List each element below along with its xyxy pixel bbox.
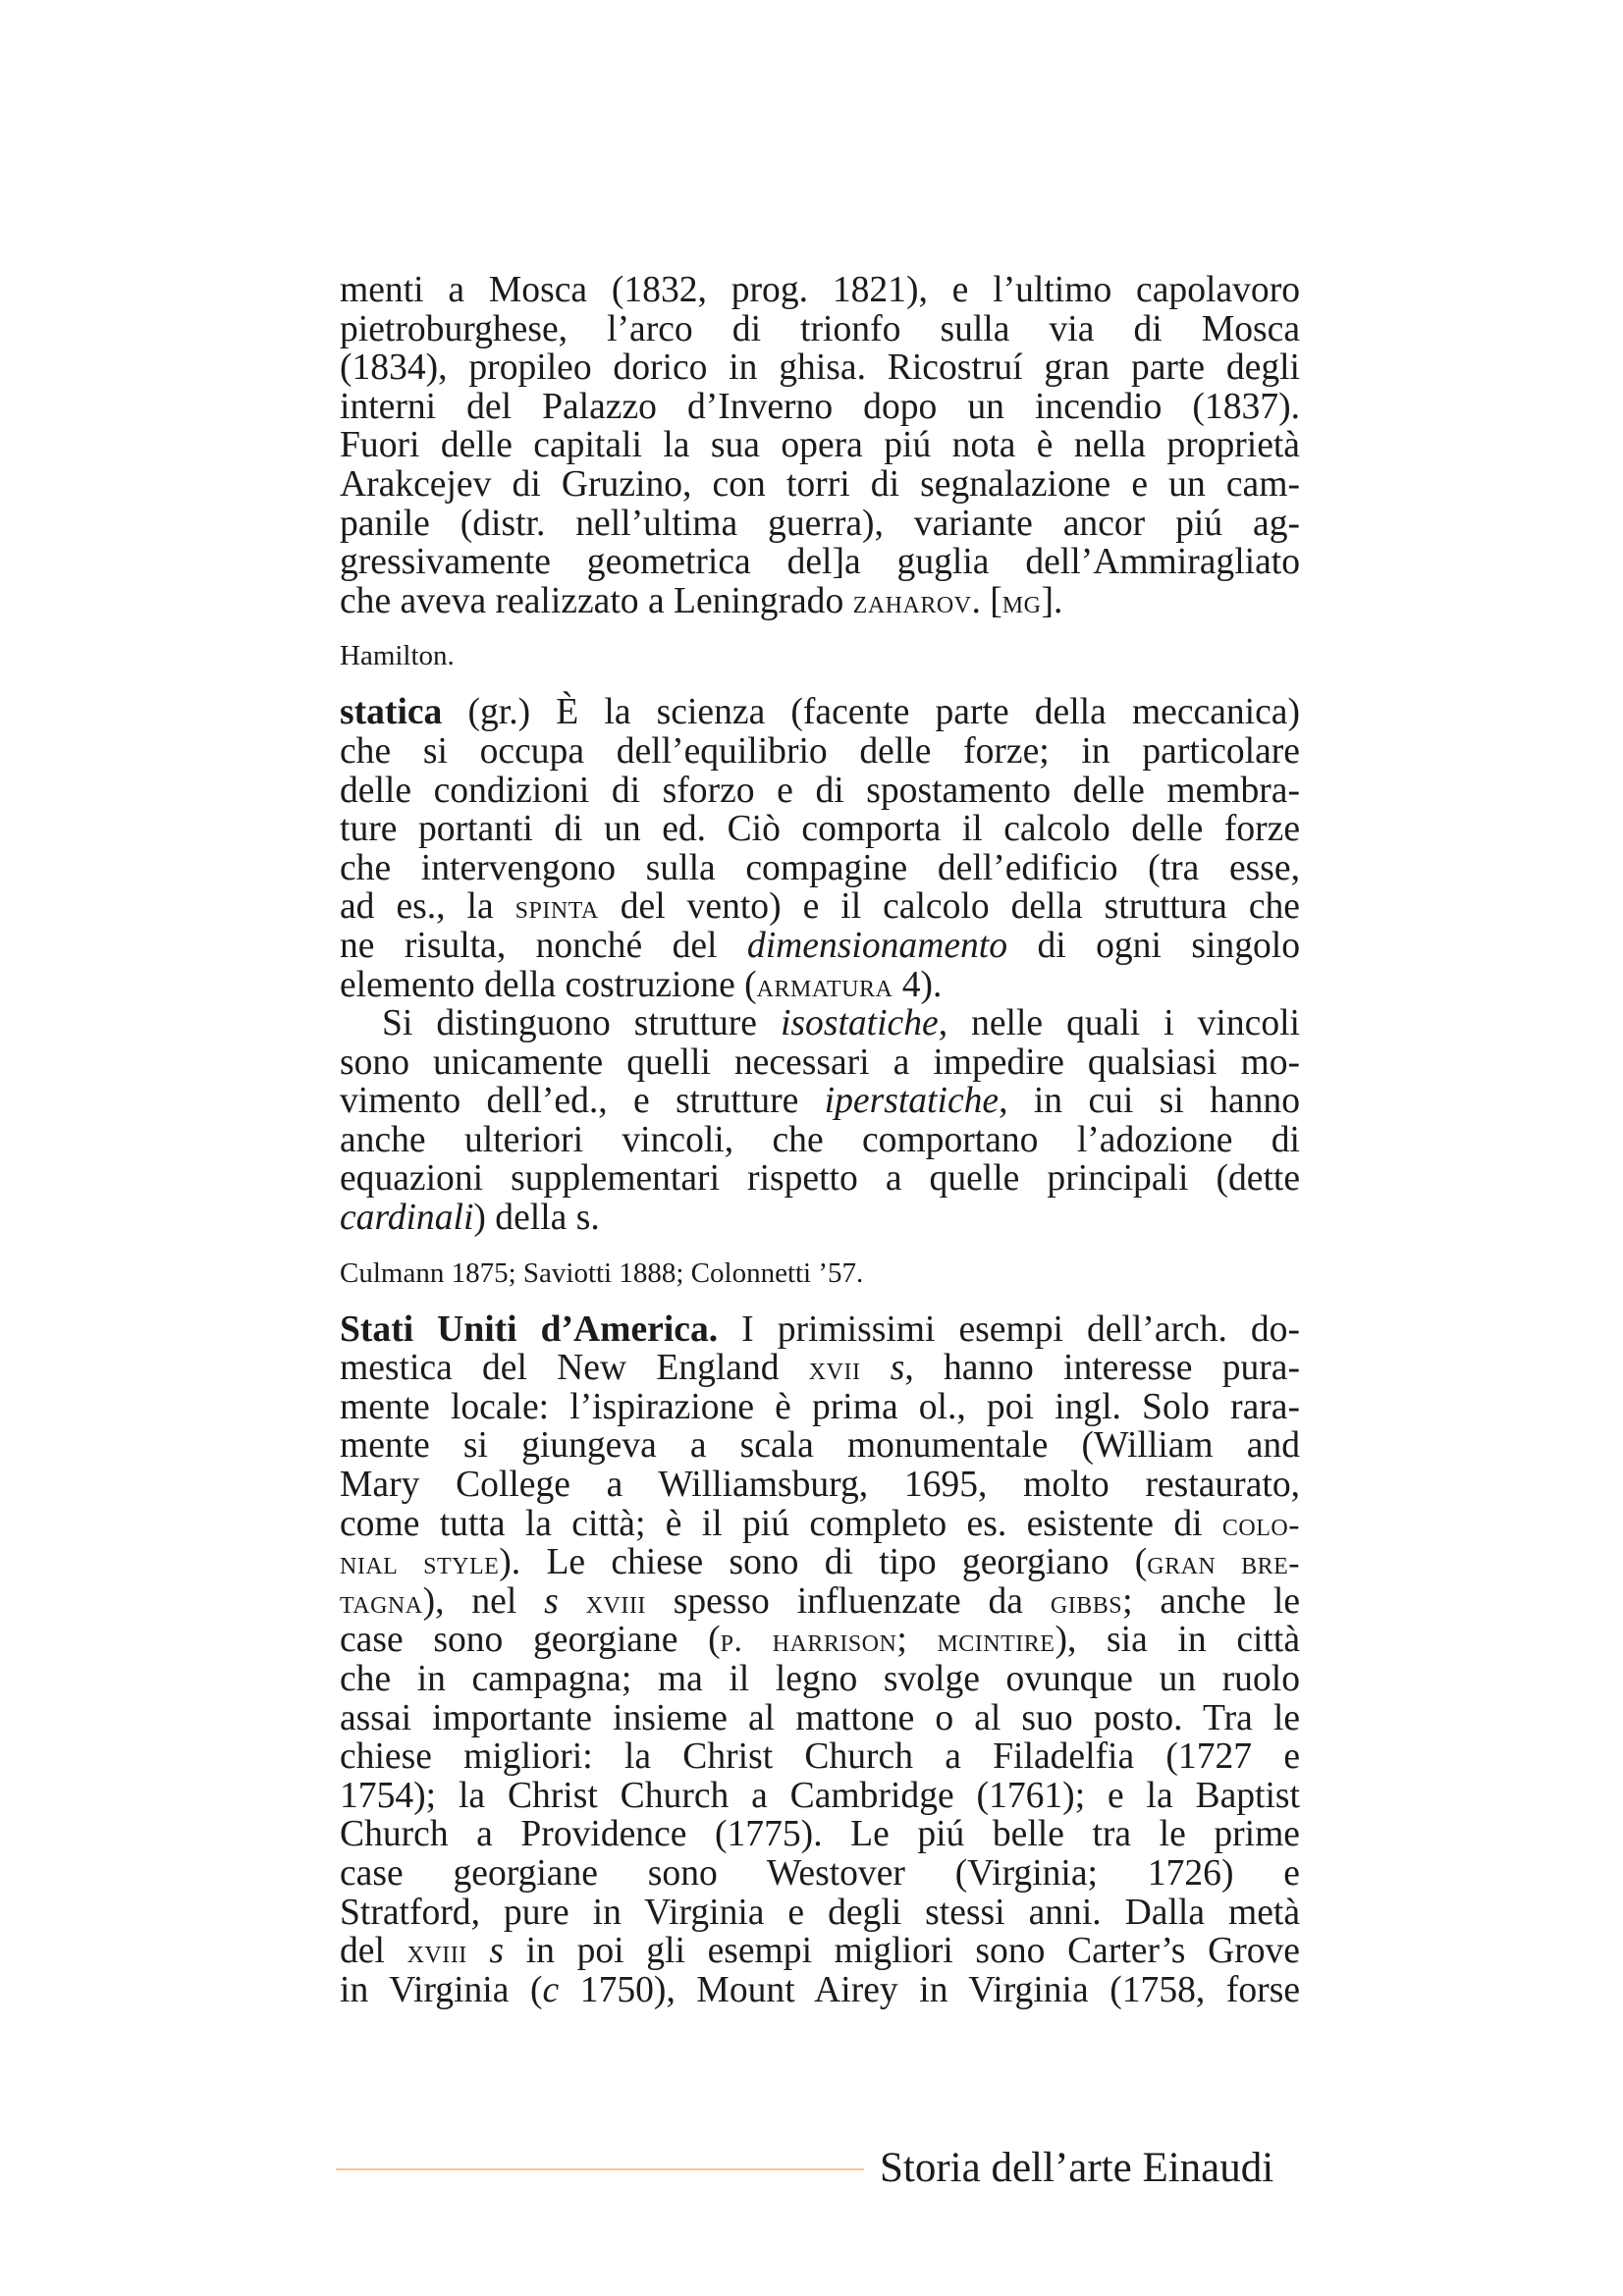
italic-term: cardinali [340,1198,474,1239]
text-line [340,1621,1300,1660]
entry-stati-uniti [340,1310,1300,2010]
text-line: Church a Providence (1775). Le piú belle tra le prime [340,1814,1300,1855]
footer-rule [336,2168,864,2170]
crossref-spinta[interactable]: spinta [514,889,599,927]
italic-term: isostatiche [780,1003,939,1044]
text-line: 1754); la Christ Church a Cambridge (1761); e la Baptist [340,1775,1300,1816]
text-line [340,1971,1300,2010]
crossref-armatura[interactable]: armatura [756,967,893,1004]
text-fragment: del vento) e il calcolo della struttura che [598,886,1300,928]
crossref-gibbs[interactable]: gibbs [1050,1583,1123,1621]
text-fragment: elemento della costruzione ( [340,964,757,1005]
text-line [340,1582,1300,1622]
italic-abbrev: c [542,1969,560,2010]
crossref-gran-bretagna[interactable]: gran bre- [1147,1545,1301,1582]
text-fragment: , hanno interesse pura- [904,1348,1300,1389]
text-line: (1834), propileo dorico in ghisa. Ricostruí gran parte degli [340,347,1300,389]
text-fragment: case sono georgiane ( [340,1620,721,1661]
text-line: Arakcejev di Gruzino, con torri di segnalazione e un cam- [340,463,1300,505]
text-line [340,582,1300,621]
text-line [340,1004,1300,1043]
text-line [340,693,1300,732]
text-line: case georgiane sono Westover (Virginia; 1726) e [340,1852,1300,1894]
text-line [340,1505,1300,1544]
entry-statica [340,693,1300,1237]
text-fragment: , in cui si hanno [999,1081,1301,1122]
italic-abbrev: s [890,1348,905,1389]
entry-headword: statica [340,692,443,733]
text-fragment: mestica del New England [340,1348,809,1389]
text-line [340,1349,1300,1388]
text-line: che intervengono sulla compagine dell’edificio (tra esse, [340,847,1300,888]
century-numeral: xviii [406,1934,467,1971]
text-fragment: . [ [971,580,1002,621]
text-fragment: ), sia in città [1055,1620,1300,1661]
text-line: mente locale: l’ispirazione è prima ol., poi ingl. Solo rara- [340,1386,1300,1427]
text-line: menti a Mosca (1832, prog. 1821), e l’ultimo capolavoro [340,270,1300,310]
text-line: anche ulteriori vincoli, che comportano l’adozione di [340,1119,1300,1160]
text-line [340,1932,1300,1971]
text-line: Fuori delle capitali la sua opera piú nota è nella proprietà [340,425,1300,466]
bibliography-line: Hamilton. [340,640,455,672]
text-fragment: , nelle quali i vincoli [938,1003,1300,1044]
text-line: sono unicamente quelli necessari a impedire qualsiasi mo- [340,1041,1300,1083]
text-line: interni del Palazzo d’Inverno dopo un incendio (1837). [340,386,1300,427]
text-fragment: (gr.) È la scienza (facente parte della meccanica) [442,692,1300,733]
text-line: gressivamente geometrica del]a guglia dell’Ammiragliato [340,542,1300,583]
century-numeral: xvii [808,1351,861,1388]
crossref-colonial-style[interactable]: colo- [1221,1506,1300,1543]
text-fragment: ad es., la [340,886,515,928]
text-line [340,966,1300,1005]
text-line: pietroburghese, l’arco di trionfo sulla via di Mosca [340,308,1300,349]
text-line: Mary College a Williamsburg, 1695, molto restaurato, [340,1465,1300,1506]
main-text-column [340,271,1300,2009]
italic-term: dimensionamento [746,925,1008,966]
text-line [340,1543,1300,1582]
author-initials: mg [1001,583,1042,620]
text-fragment: 4). [893,964,943,1005]
text-line: che si occupa dell’equilibrio delle forze; in particolare [340,730,1300,772]
crossref-mcintire[interactable]: mcintire [937,1623,1055,1660]
footer-title: Storia dell’arte Einaudi [880,2145,1274,2191]
crossref-harrison[interactable]: p. harrison [720,1623,897,1660]
text-fragment: ), nel [422,1580,545,1622]
text-line: Stratford, pure in Virginia e degli stessi anni. Dalla metà [340,1892,1300,1933]
text-fragment: ]. [1041,580,1063,621]
century-numeral: xviii [585,1583,646,1621]
text-fragment: Si distinguono strutture [382,1003,781,1044]
text-line [340,1082,1300,1121]
crossref-gran-bretagna[interactable]: tagna [340,1583,423,1621]
text-fragment: ; [896,1620,938,1661]
text-fragment: ) della s. [473,1198,600,1239]
text-line [340,1199,1300,1238]
text-fragment: spesso influenzate da [645,1580,1051,1622]
italic-abbrev: s [544,1580,559,1622]
text-line: panile (distr. nell’ultima guerra), variante ancor piú ag- [340,503,1300,544]
text-fragment: in Virginia ( [340,1969,543,2010]
text-fragment: 1750), Mount Airey in Virginia (1758, forse [559,1969,1301,2010]
text-line [340,1310,1300,1350]
crossref-colonial-style[interactable]: nial style [340,1545,500,1582]
crossref-zaharov[interactable]: zaharov [852,583,972,620]
entry-continuation [340,271,1300,620]
italic-abbrev: s [489,1931,505,1972]
text-fragment: che aveva realizzato a Leningrado [340,580,853,621]
text-fragment: del [340,1931,407,1972]
text-fragment: ; anche le [1122,1580,1301,1622]
text-line: equazioni supplementari rispetto a quelle principali (dette [340,1158,1300,1200]
text-line [340,887,1300,927]
text-fragment: ). Le chiese sono di tipo georgiano ( [499,1542,1148,1583]
text-fragment: ne risulta, nonché del [340,925,747,966]
text-fragment: in poi gli esempi migliori sono Carter’s Grove [504,1931,1300,1972]
text-line [340,927,1300,966]
text-line: ture portanti di un ed. Ciò comporta il calcolo delle forze [340,809,1300,850]
entry-headword: Stati Uniti d’America. [340,1308,719,1350]
bibliography-line: Culmann 1875; Saviotti 1888; Colonnetti ’57. [340,1256,864,1289]
text-fragment: come tutta la città; è il piú completo es. esistente di [340,1503,1222,1544]
text-line: mente si giungeva a scala monumentale (William and [340,1425,1300,1467]
text-fragment: I primissimi esempi dell’arch. do- [718,1308,1300,1350]
italic-term: iperstatiche [824,1081,1000,1122]
text-line: chiese migliori: la Christ Church a Filadelfia (1727 e [340,1736,1300,1778]
text-line: che in campagna; ma il legno svolge ovunque un ruolo [340,1659,1300,1699]
text-line: assai importante insieme al mattone o al suo posto. Tra le [340,1697,1300,1738]
text-fragment: vimento dell’ed., e strutture [340,1081,825,1122]
text-line: delle condizioni di sforzo e di spostamento delle membra- [340,770,1300,811]
text-fragment: di ogni singolo [1007,925,1300,966]
